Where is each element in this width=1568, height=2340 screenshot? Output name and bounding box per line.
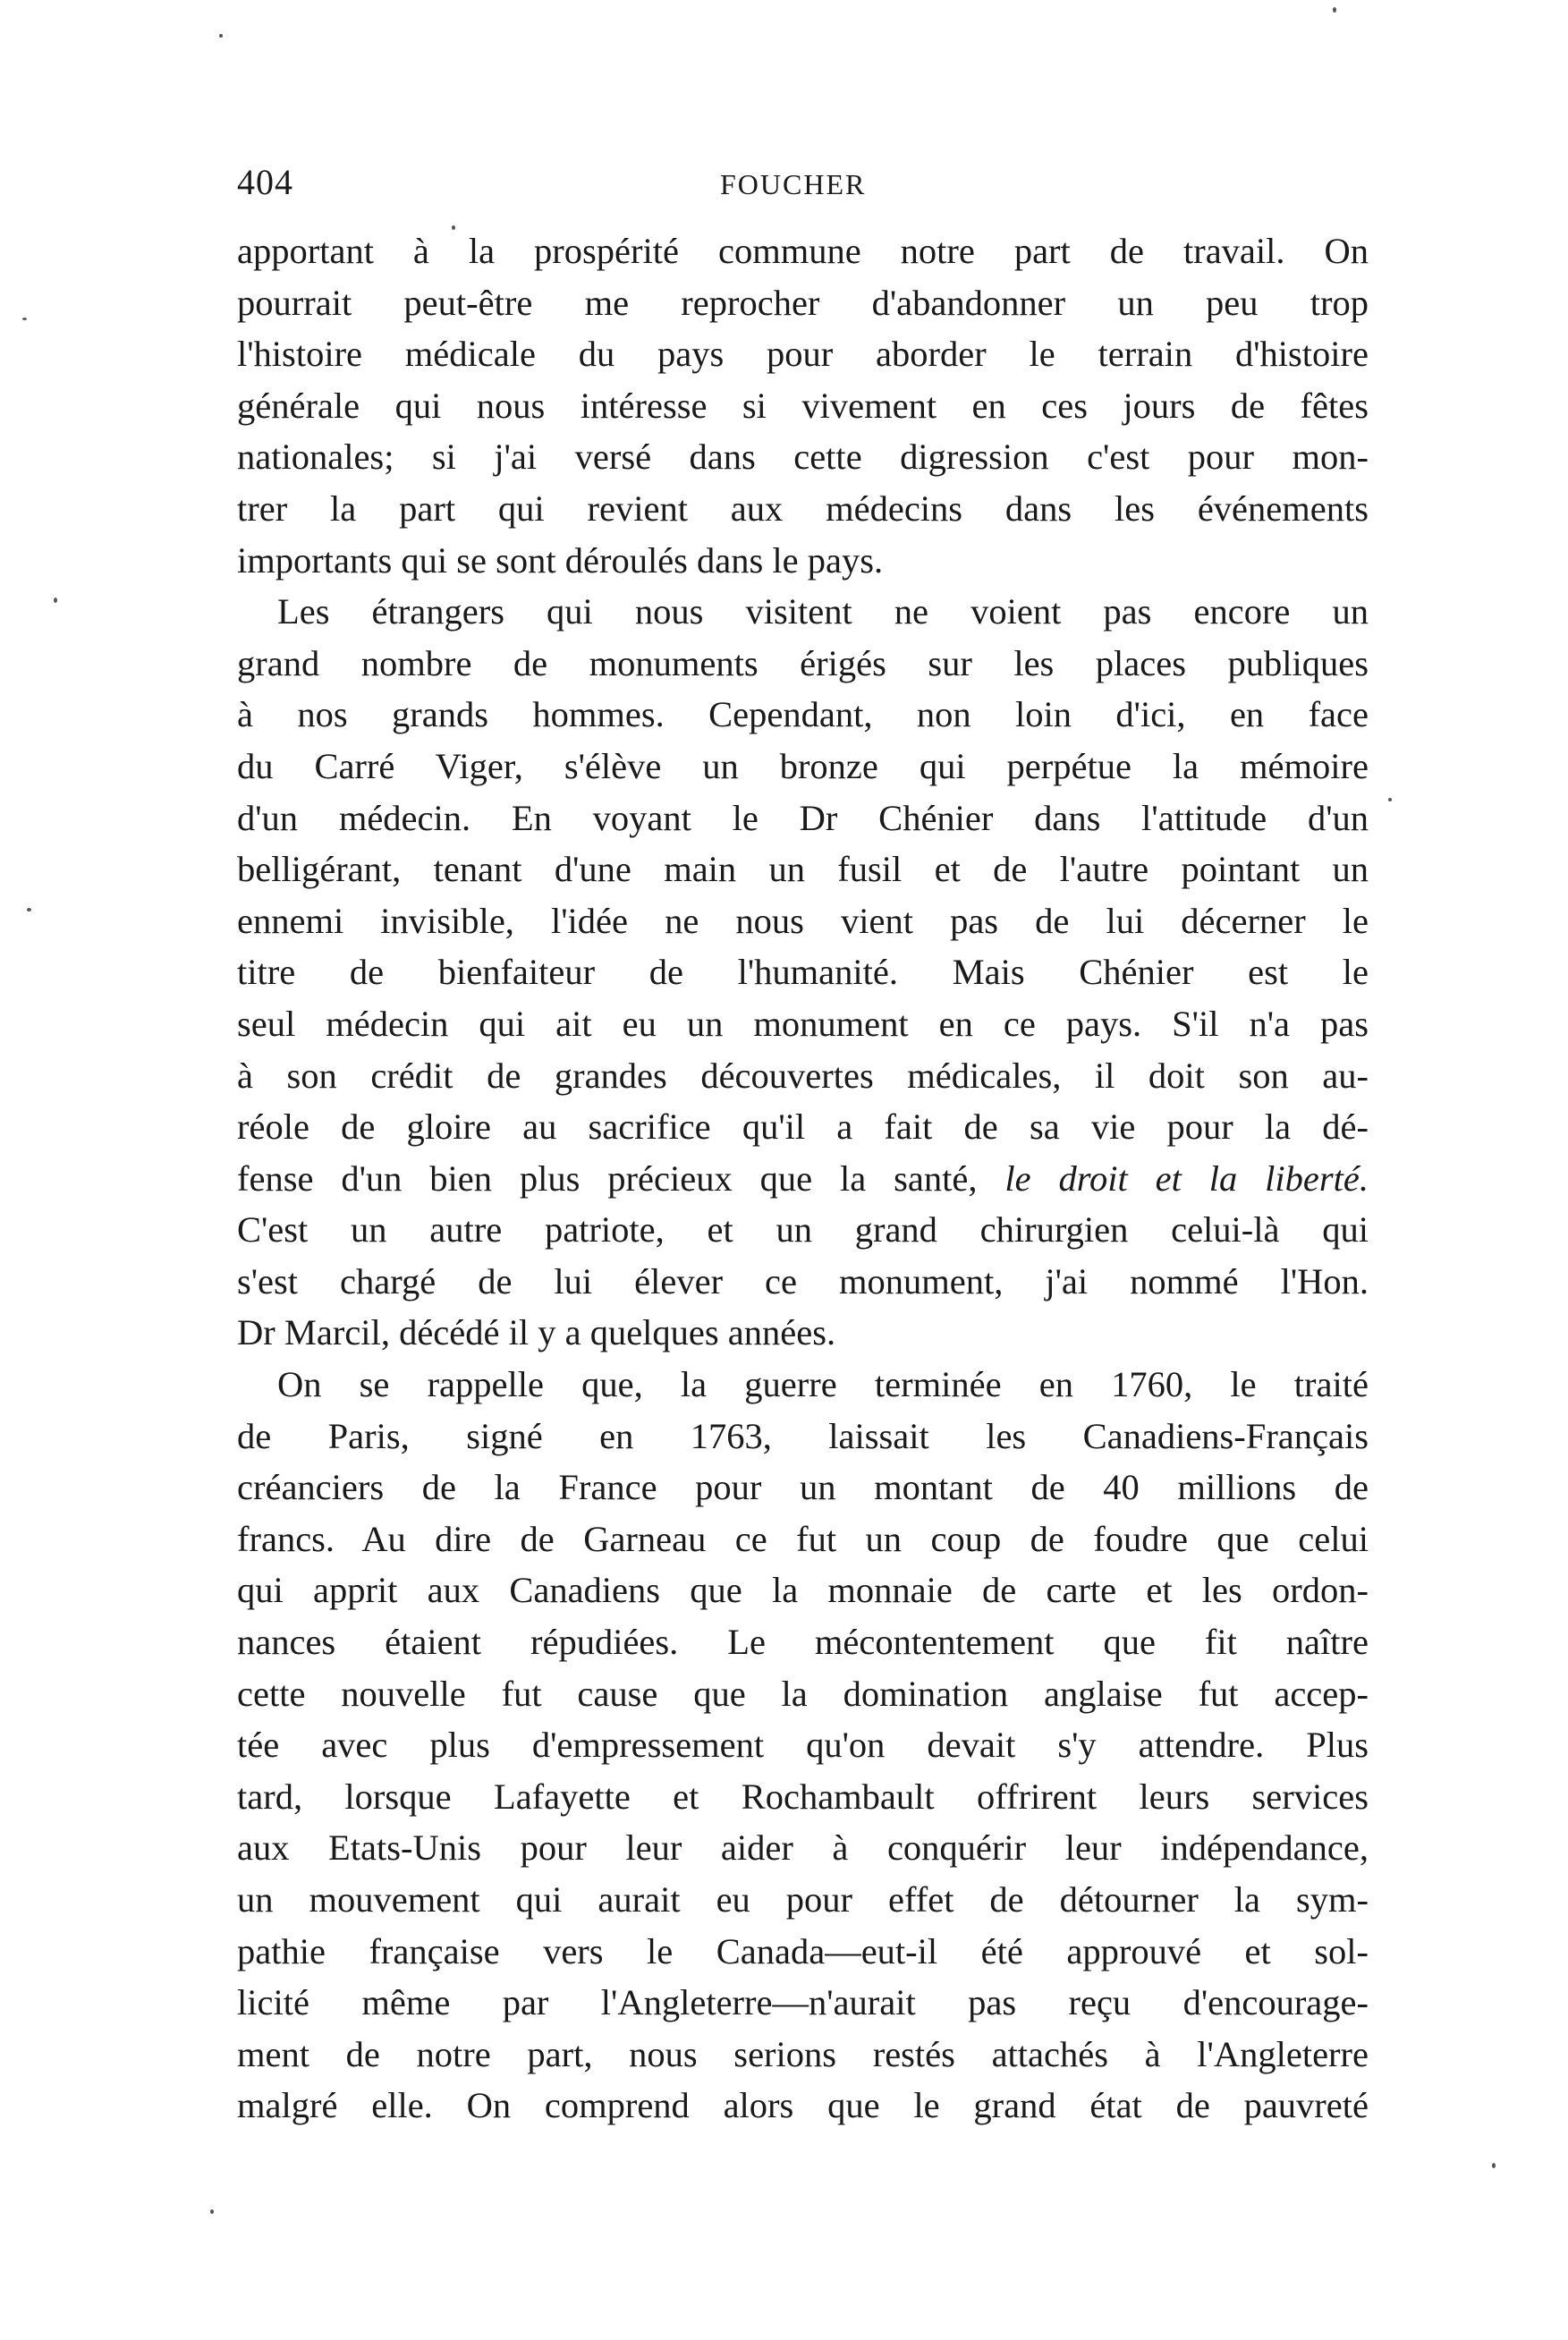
body-text [237,225,1369,2132]
text-line: créanciers de la France pour un montant de 40 millions de [237,1467,1369,1508]
running-title: FOUCHER [720,168,867,200]
text-line: importants qui se sont déroulés dans le pays. [237,539,884,581]
text-line: à nos grands hommes. Cependant, non loin d'ici, en face [237,694,1369,735]
page-number: 404 [237,162,293,202]
text-line: Les étrangers qui nous visitent ne voient pas encore un [277,591,1369,632]
scan-speck [210,2209,214,2214]
text-line: qui apprit aux Canadiens que la monnaie de carte et les ordon- [237,1570,1369,1611]
text-line: titre de bienfaiteur de l'humanité. Mais Chénier est le [237,952,1369,993]
running-head [237,161,1369,224]
text-line: aux Etats-Unis pour leur aider à conquérir leur indépendance, [237,1827,1369,1869]
text-line-with-italic [237,1153,1369,1205]
italic-phrase: le droit et la liberté. [1004,1157,1369,1199]
text-line: C'est un autre patriote, et un grand chirurgien celui-là qui [237,1209,1369,1251]
scan-speck [219,34,223,38]
text-line: l'histoire médicale du pays pour aborder le terrain d'histoire [237,334,1369,375]
paragraph [237,586,1369,1359]
text-line: ennemi invisible, l'idée ne nous vient pas de lui décerner le [237,900,1369,941]
scan-speck [1388,798,1392,801]
text-line: trer la part qui revient aux médecins dans les événements [237,488,1369,529]
text-line: du Carré Viger, s'élève un bronze qui perpétue la mémoire [237,745,1369,786]
text-line: On se rappelle que, la guerre terminée en 1760, le traité [277,1364,1369,1405]
text-line: ment de notre part, nous serions restés attachés à l'Angleterre [237,2033,1369,2074]
text-line: Dr Marcil, décédé il y a quelques années. [237,1312,836,1353]
text-line: tard, lorsque Lafayette et Rochambault offrirent leurs services [237,1776,1369,1817]
text-line: un mouvement qui aurait eu pour effet de détourner la sym- [237,1879,1369,1920]
text-line: grand nombre de monuments érigés sur les places publiques [237,642,1369,683]
scan-speck [452,225,455,230]
text-line: pathie française vers le Canada—eut-il été approuvé et sol- [237,1930,1369,1971]
text-line: seul médecin qui ait eu un monument en ce pays. S'il n'a pas [237,1003,1369,1044]
text-line: réole de gloire au sacrifice qu'il a fait de sa vie pour la dé- [237,1106,1369,1148]
text-line: à son crédit de grandes découvertes médicales, il doit son au- [237,1055,1369,1096]
text-line: nationales; si j'ai versé dans cette digression c'est pour mon- [237,437,1369,478]
text-line: générale qui nous intéresse si vivement en ces jours de fêtes [237,385,1369,426]
scan-speck [1492,2163,1496,2168]
scan-speck [22,318,27,320]
scan-speck [54,598,57,603]
scan-speck [27,908,31,911]
text-line: belligérant, tenant d'une main un fusil et de l'autre pointant un [237,849,1369,890]
text-line: tée avec plus d'empressement qu'on devait s'y attendre. Plus [237,1725,1369,1766]
scan-speck [1333,7,1336,13]
paragraph [237,1359,1369,2132]
text-segment: fense d'un bien plus précieux que la santé, [237,1157,978,1199]
text-line: s'est chargé de lui élever ce monument, j'ai nommé l'Hon. [237,1260,1369,1301]
text-line: nances étaient répudiées. Le mécontentement que fit naître [237,1622,1369,1663]
page-content [237,161,1369,2132]
text-line: malgré elle. On comprend alors que le grand état de pauvreté [237,2085,1369,2126]
paragraph [237,225,1369,586]
text-line: licité même par l'Angleterre—n'aurait pas reçu d'encourage- [237,1982,1369,2023]
text-line: cette nouvelle fut cause que la domination anglaise fut accep- [237,1673,1369,1714]
text-line: apportant à la prospérité commune notre part de travail. On [237,231,1369,271]
text-line: de Paris, signé en 1763, laissait les Canadiens-Français [237,1415,1369,1456]
text-line: pourrait peut-être me reprocher d'abandonner un peu trop [237,282,1369,323]
text-line: d'un médecin. En voyant le Dr Chénier dans l'attitude d'un [237,797,1369,838]
text-line: francs. Au dire de Garneau ce fut un coup de foudre que celui [237,1518,1369,1559]
